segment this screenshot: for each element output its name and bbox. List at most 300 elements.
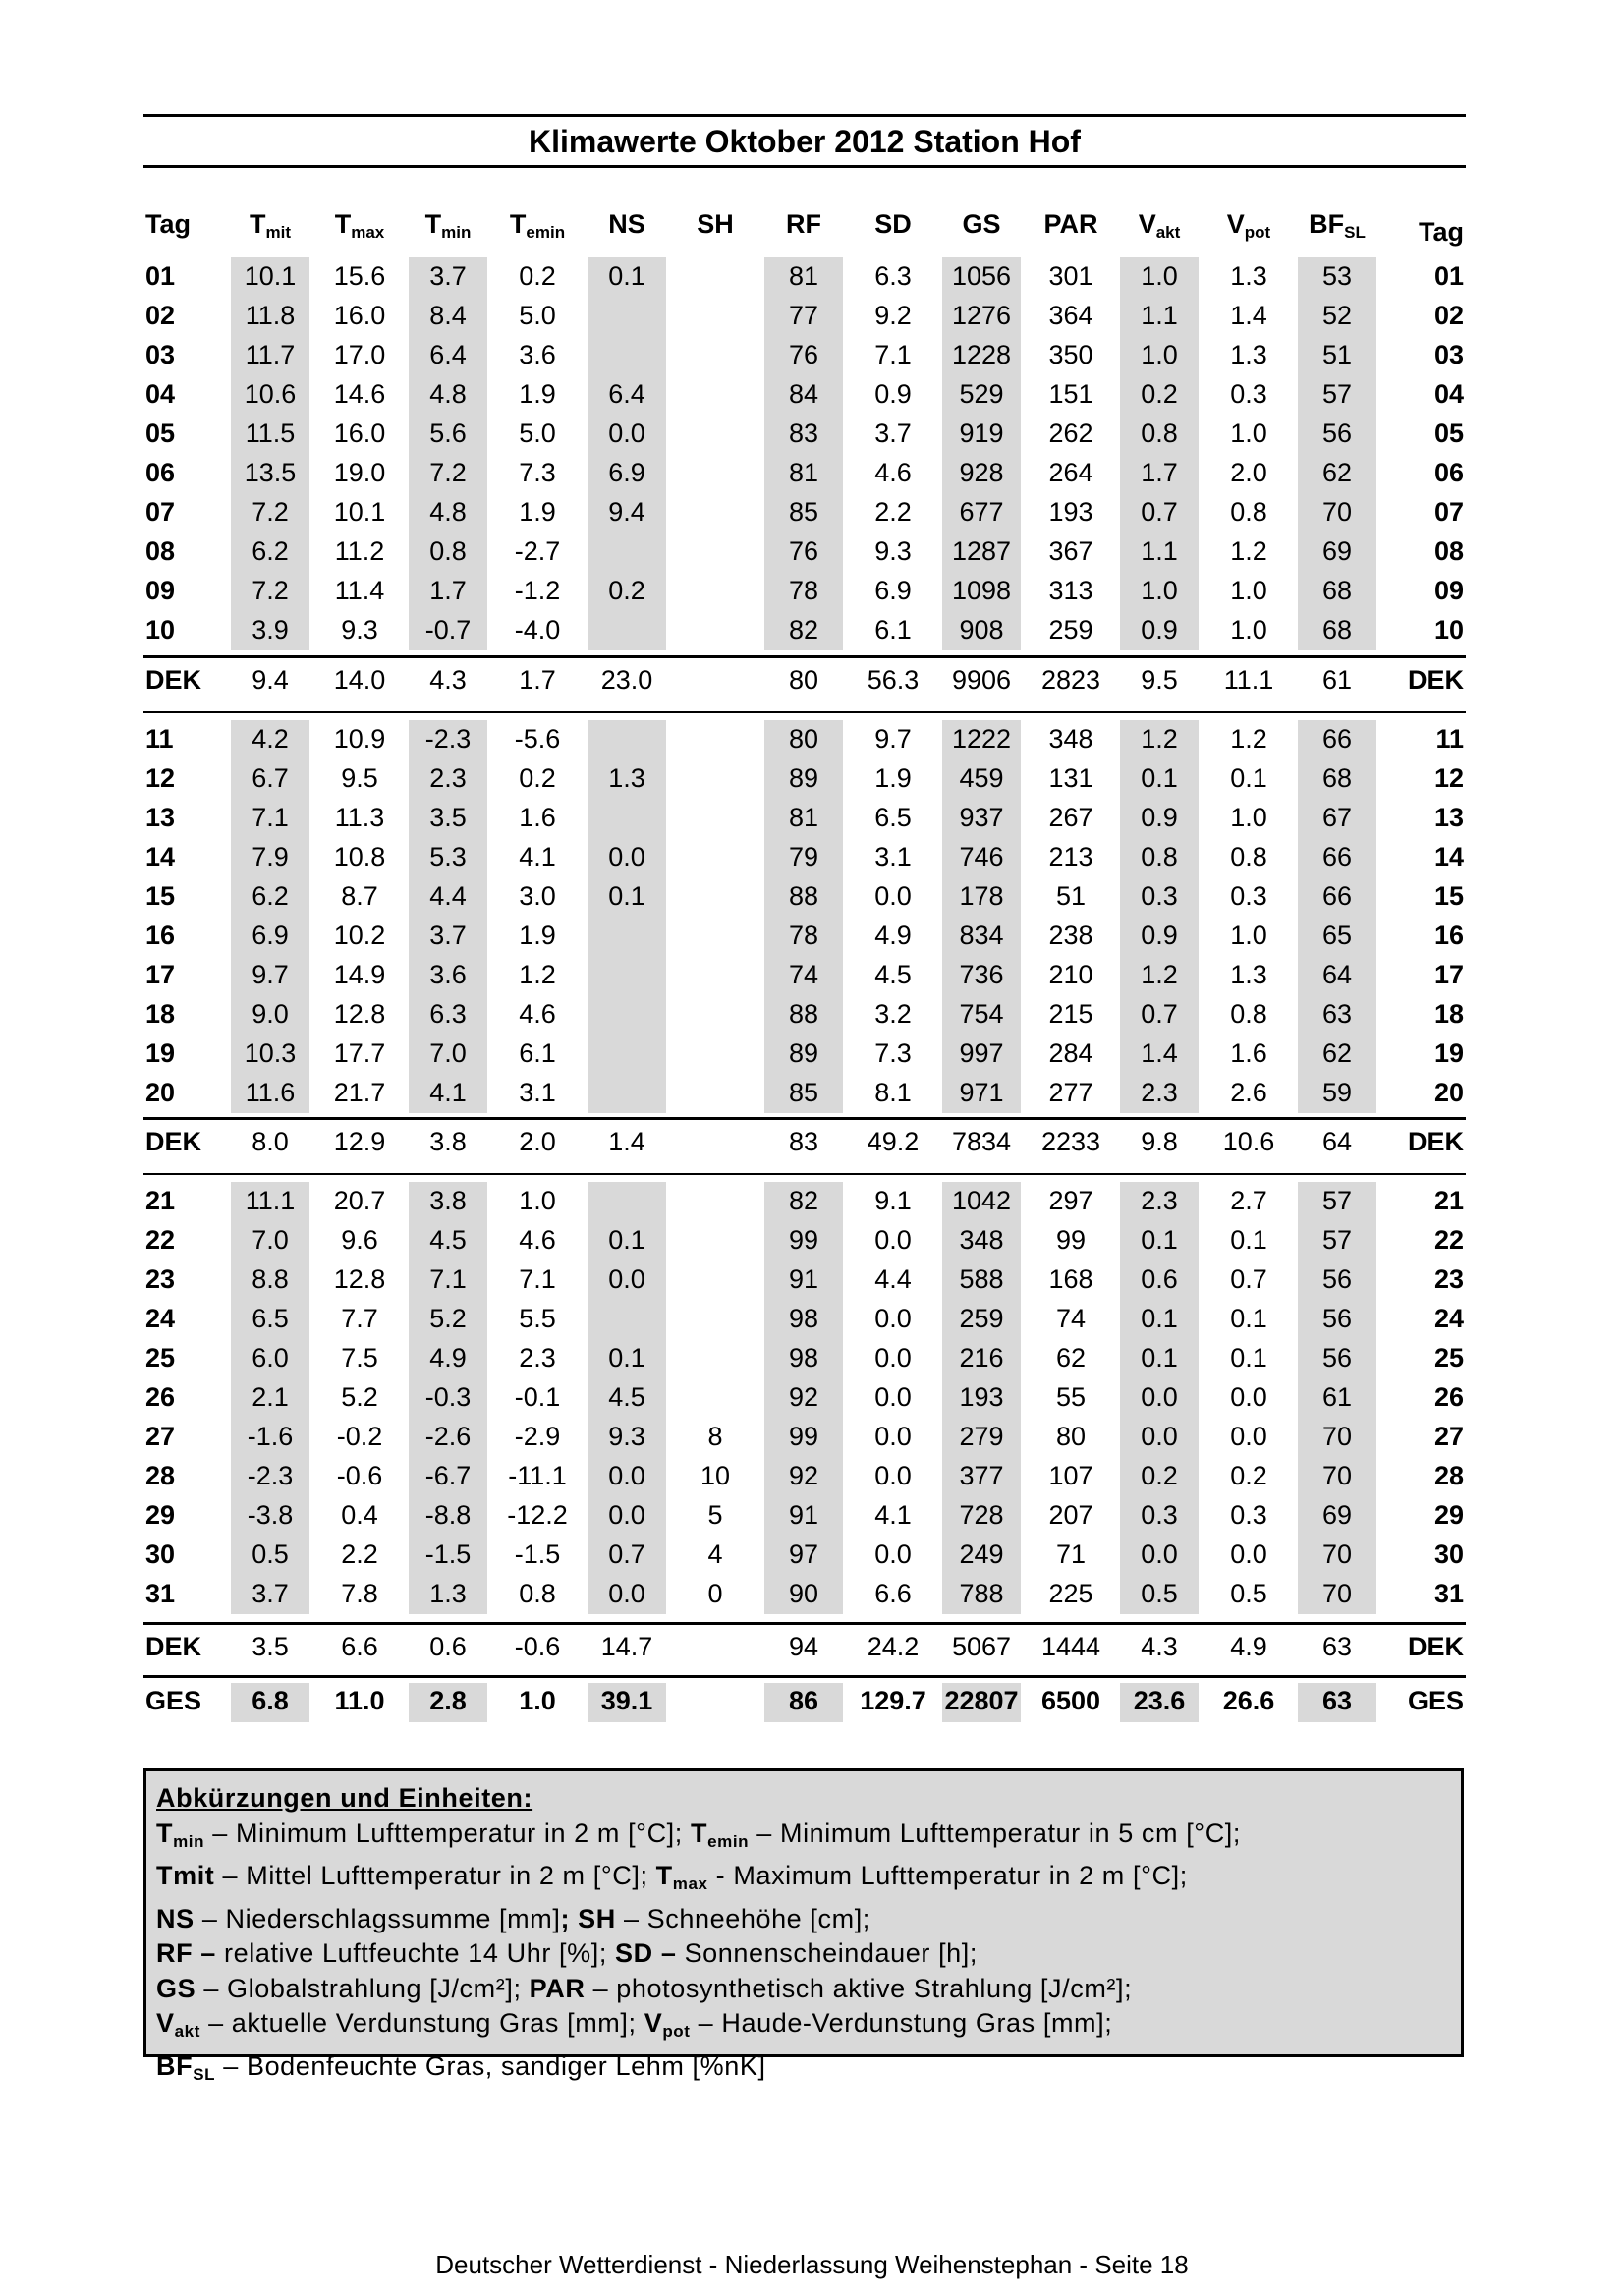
- table-cell: 99: [788, 1422, 819, 1451]
- table-cell: -0.6: [336, 1461, 383, 1490]
- table-cell: 1.0: [1230, 576, 1267, 605]
- day-label: 04: [145, 379, 176, 409]
- table-cell: 66: [1321, 724, 1353, 754]
- table-cell: 0.9: [874, 379, 912, 409]
- table-cell: 78: [788, 921, 819, 950]
- table-cell: 0.0: [874, 1225, 912, 1255]
- table-cell: 68: [1321, 615, 1353, 644]
- table-cell: 1.4: [1230, 301, 1267, 330]
- column-header: $T_{max}$: [334, 209, 385, 242]
- table-cell: 6.9: [252, 921, 289, 950]
- table-cell: 69: [1321, 536, 1353, 566]
- table-cell: 9.7: [874, 724, 912, 754]
- table-cell: 788: [959, 1579, 1004, 1608]
- table-cell: 1.1: [1141, 536, 1178, 566]
- table-cell: 0: [707, 1579, 723, 1608]
- dek-cell: 9906: [951, 665, 1012, 695]
- table-cell: 0.0: [1230, 1540, 1267, 1569]
- table-cell: 225: [1048, 1579, 1093, 1608]
- dek-cell: 14.7: [600, 1632, 653, 1661]
- day-label: 28: [1433, 1461, 1464, 1490]
- table-cell: 279: [959, 1422, 1004, 1451]
- dek-cell: 4.9: [1230, 1632, 1267, 1661]
- table-cell: 0.1: [1141, 1225, 1178, 1255]
- dek-cell: 7834: [951, 1127, 1012, 1156]
- table-cell: 4.1: [519, 842, 556, 871]
- table-cell: 3.7: [429, 261, 467, 291]
- table-cell: 7.1: [874, 340, 912, 369]
- table-cell: 210: [1048, 960, 1093, 989]
- table-cell: 10.6: [244, 379, 297, 409]
- table-cell: 3.9: [252, 615, 289, 644]
- table-cell: 3.7: [429, 921, 467, 950]
- table-cell: 6.4: [429, 340, 467, 369]
- table-cell: 88: [788, 999, 819, 1029]
- table-cell: 2.3: [1141, 1186, 1178, 1215]
- day-label: 24: [1433, 1304, 1464, 1333]
- table-cell: 0.0: [874, 1304, 912, 1333]
- table-cell: 11.4: [334, 576, 385, 605]
- table-cell: 0.3: [1230, 1500, 1267, 1530]
- table-cell: 1.0: [519, 1186, 556, 1215]
- dek-cell: 3.8: [429, 1127, 467, 1156]
- table-cell: 908: [959, 615, 1004, 644]
- table-cell: 53: [1321, 261, 1353, 291]
- dek-label: DEK: [145, 1127, 202, 1156]
- table-cell: 1.0: [1230, 419, 1267, 448]
- table-cell: 2.3: [519, 1343, 556, 1372]
- table-cell: 10.3: [244, 1038, 297, 1068]
- table-cell: 5.2: [341, 1382, 378, 1412]
- table-cell: 5.5: [519, 1304, 556, 1333]
- dek-cell: -0.6: [514, 1632, 561, 1661]
- table-cell: 350: [1048, 340, 1093, 369]
- table-cell: 2.3: [429, 763, 467, 793]
- table-cell: 85: [788, 1078, 819, 1107]
- legend-line-2: Tmit – Mittel Lufttemperatur in 2 m [°C]; $T_{max}$ - Maximum Lufttemperatur in 2 m [°C];: [156, 1861, 1188, 1893]
- table-cell: 677: [959, 497, 1004, 527]
- table-cell: 8.4: [429, 301, 467, 330]
- table-cell: 9.0: [252, 999, 289, 1029]
- table-cell: 7.0: [252, 1225, 289, 1255]
- table-cell: 364: [1048, 301, 1093, 330]
- legend-line-4: RF – relative Luftfeuchte 14 Uhr [%]; SD – Sonnenscheindauer [h];: [156, 1938, 978, 1968]
- table-cell: 0.0: [874, 881, 912, 911]
- table-cell: 10.1: [333, 497, 386, 527]
- table-cell: -2.3: [247, 1461, 294, 1490]
- table-cell: 51: [1321, 340, 1353, 369]
- table-cell: 3.0: [519, 881, 556, 911]
- day-label: 02: [1433, 301, 1464, 330]
- table-cell: 249: [959, 1540, 1004, 1569]
- table-cell: 1.4: [1141, 1038, 1178, 1068]
- table-cell: 1098: [951, 576, 1012, 605]
- day-label: 12: [1433, 763, 1464, 793]
- table-cell: 57: [1321, 379, 1353, 409]
- table-cell: 11.6: [245, 1078, 296, 1107]
- table-cell: 11.3: [334, 803, 385, 832]
- dek-label: DEK: [1407, 1127, 1464, 1156]
- table-cell: 62: [1055, 1343, 1087, 1372]
- table-cell: 98: [788, 1343, 819, 1372]
- day-label: 09: [145, 576, 176, 605]
- table-cell: 213: [1048, 842, 1093, 871]
- table-cell: 367: [1048, 536, 1093, 566]
- table-cell: 6.5: [874, 803, 912, 832]
- total-cell: 6.8: [252, 1686, 289, 1715]
- table-cell: 1.2: [1230, 536, 1267, 566]
- day-label: 03: [1433, 340, 1464, 369]
- column-header: $BF_{SL}$: [1309, 209, 1366, 242]
- table-cell: 0.0: [1141, 1422, 1178, 1451]
- table-cell: 0.8: [429, 536, 467, 566]
- table-cell: -1.6: [247, 1422, 294, 1451]
- table-cell: 4.8: [429, 497, 467, 527]
- table-cell: 0.1: [608, 881, 645, 911]
- column-header: $V_{pot}$: [1226, 209, 1271, 242]
- day-label: 13: [1433, 803, 1464, 832]
- table-cell: 99: [788, 1225, 819, 1255]
- table-cell: 1.0: [1230, 921, 1267, 950]
- table-cell: 0.8: [1230, 497, 1267, 527]
- header-tag-left: Tag: [145, 209, 191, 239]
- table-cell: 1.0: [1141, 340, 1178, 369]
- day-label: 14: [145, 842, 176, 871]
- table-cell: 12.8: [333, 999, 386, 1029]
- table-cell: 8.8: [252, 1264, 289, 1294]
- table-cell: 6.6: [874, 1579, 912, 1608]
- table-cell: 7.7: [341, 1304, 378, 1333]
- day-label: 22: [145, 1225, 176, 1255]
- table-cell: 0.0: [608, 1579, 645, 1608]
- table-cell: 97: [788, 1540, 819, 1569]
- table-cell: 1.7: [1141, 458, 1178, 487]
- dek-cell: 61: [1321, 665, 1353, 695]
- table-cell: 11.2: [334, 536, 385, 566]
- page-title: Klimawerte Oktober 2012 Station Hof: [529, 124, 1081, 159]
- table-cell: 746: [959, 842, 1004, 871]
- total-label: GES: [1407, 1686, 1464, 1715]
- table-cell: 99: [1055, 1225, 1087, 1255]
- table-cell: 7.9: [252, 842, 289, 871]
- table-cell: 64: [1321, 960, 1353, 989]
- table-cell: 0.1: [1141, 1304, 1178, 1333]
- table-cell: 4.2: [252, 724, 289, 754]
- table-cell: -0.7: [424, 615, 472, 644]
- table-cell: -4.0: [514, 615, 561, 644]
- table-cell: 0.3: [1141, 881, 1178, 911]
- table-cell: 79: [788, 842, 819, 871]
- table-cell: 0.0: [1141, 1540, 1178, 1569]
- dek-cell: 83: [788, 1127, 819, 1156]
- table-cell: 0.0: [1230, 1422, 1267, 1451]
- table-cell: 0.5: [1230, 1579, 1267, 1608]
- table-cell: 68: [1321, 763, 1353, 793]
- legend-line-1: $T_{min}$ – Minimum Lufttemperatur in 2 m [°C]; $T_{emin}$ – Minimum Lufttemperatur in 5 cm [°C];: [156, 1818, 1241, 1851]
- table-cell: 8.1: [874, 1078, 912, 1107]
- table-cell: 82: [788, 1186, 819, 1215]
- dek-cell: 12.9: [333, 1127, 386, 1156]
- table-cell: 7.2: [429, 458, 467, 487]
- table-cell: 1287: [951, 536, 1012, 566]
- table-cell: 348: [959, 1225, 1004, 1255]
- table-cell: 0.0: [874, 1382, 912, 1412]
- table-cell: 3.6: [429, 960, 467, 989]
- table-cell: 71: [1055, 1540, 1087, 1569]
- table-cell: 3.2: [874, 999, 912, 1029]
- table-cell: 11.1: [245, 1186, 296, 1215]
- table-cell: 1042: [951, 1186, 1012, 1215]
- day-label: 01: [1433, 261, 1464, 291]
- table-cell: 1.0: [1141, 261, 1178, 291]
- table-cell: 76: [788, 340, 819, 369]
- dek-cell: 10.6: [1222, 1127, 1275, 1156]
- table-cell: 2.2: [341, 1540, 378, 1569]
- table-cell: 215: [1048, 999, 1093, 1029]
- table-cell: -8.8: [424, 1500, 472, 1530]
- table-cell: 0.0: [608, 1264, 645, 1294]
- table-cell: 2.6: [1230, 1078, 1267, 1107]
- table-cell: 4: [707, 1540, 723, 1569]
- table-cell: 57: [1321, 1225, 1353, 1255]
- table-cell: -1.5: [424, 1540, 472, 1569]
- table-cell: 4.1: [429, 1078, 467, 1107]
- table-cell: 3.1: [874, 842, 912, 871]
- table-cell: 81: [788, 803, 819, 832]
- table-cell: 92: [788, 1382, 819, 1412]
- table-cell: 11.8: [245, 301, 296, 330]
- table-cell: 0.4: [341, 1500, 378, 1530]
- table-cell: 90: [788, 1579, 819, 1608]
- day-label: 04: [1433, 379, 1464, 409]
- table-cell: 0.2: [519, 763, 556, 793]
- table-cell: 17.0: [333, 340, 386, 369]
- day-label: 21: [1433, 1186, 1464, 1215]
- table-rule: [143, 655, 1466, 658]
- dek-cell: 2823: [1040, 665, 1101, 695]
- table-cell: -3.8: [247, 1500, 294, 1530]
- table-cell: -2.9: [514, 1422, 561, 1451]
- table-cell: 19.0: [333, 458, 386, 487]
- column-header: SD: [874, 209, 912, 239]
- table-cell: 7.2: [252, 576, 289, 605]
- table-cell: 70: [1321, 1422, 1353, 1451]
- table-cell: 1.2: [1141, 724, 1178, 754]
- day-label: 24: [145, 1304, 176, 1333]
- table-cell: 6.3: [874, 261, 912, 291]
- day-label: 13: [145, 803, 176, 832]
- table-cell: 67: [1321, 803, 1353, 832]
- column-header: $T_{emin}$: [509, 209, 566, 242]
- table-cell: 1.6: [1230, 1038, 1267, 1068]
- table-cell: 971: [959, 1078, 1004, 1107]
- table-cell: 9.6: [341, 1225, 378, 1255]
- table-rule: [143, 711, 1466, 713]
- table-cell: 6.4: [608, 379, 645, 409]
- table-cell: 81: [788, 261, 819, 291]
- day-label: 11: [145, 724, 174, 754]
- table-cell: 6.1: [519, 1038, 556, 1068]
- table-cell: 937: [959, 803, 1004, 832]
- table-cell: 5.3: [429, 842, 467, 871]
- table-cell: -12.2: [507, 1500, 568, 1530]
- table-cell: 56: [1321, 1304, 1353, 1333]
- total-cell: 1.0: [519, 1686, 556, 1715]
- table-cell: 2.3: [1141, 1078, 1178, 1107]
- table-cell: 4.5: [608, 1382, 645, 1412]
- table-cell: 51: [1055, 881, 1087, 911]
- day-label: 08: [1433, 536, 1464, 566]
- table-cell: 4.9: [874, 921, 912, 950]
- day-label: 27: [1433, 1422, 1464, 1451]
- table-cell: 89: [788, 763, 819, 793]
- legend-box: [143, 1768, 1464, 2084]
- table-cell: 0.2: [1230, 1461, 1267, 1490]
- table-cell: 4.8: [429, 379, 467, 409]
- table-cell: 4.4: [874, 1264, 912, 1294]
- table-cell: 10: [700, 1461, 731, 1490]
- table-cell: 1.7: [429, 576, 467, 605]
- table-cell: 1222: [951, 724, 1012, 754]
- table-cell: 0.7: [1230, 1264, 1267, 1294]
- table-cell: 1.3: [608, 763, 645, 793]
- total-cell: 63: [1321, 1686, 1353, 1715]
- table-cell: 0.3: [1230, 881, 1267, 911]
- table-cell: 16.0: [333, 419, 386, 448]
- header-tag-right: Tag: [1419, 217, 1464, 247]
- table-cell: 56: [1321, 1343, 1353, 1372]
- table-cell: 70: [1321, 497, 1353, 527]
- table-cell: 13.5: [244, 458, 297, 487]
- dek-cell: 9.5: [1141, 665, 1178, 695]
- table-cell: 10.1: [244, 261, 297, 291]
- table-cell: 1.9: [519, 497, 556, 527]
- table-cell: 284: [1048, 1038, 1093, 1068]
- total-cell: 86: [788, 1686, 819, 1715]
- table-rule: [143, 1173, 1466, 1175]
- table-cell: 78: [788, 576, 819, 605]
- total-cell: 129.7: [860, 1686, 926, 1715]
- table-cell: 1.0: [1230, 615, 1267, 644]
- table-cell: 57: [1321, 1186, 1353, 1215]
- page-footer: Deutscher Wetterdienst - Niederlassung Weihenstephan - Seite 18: [435, 2250, 1189, 2279]
- table-cell: 1.0: [1141, 576, 1178, 605]
- dek-cell: 4.3: [429, 665, 467, 695]
- day-label: 15: [145, 881, 176, 911]
- table-cell: 66: [1321, 881, 1353, 911]
- table-cell: 3.7: [874, 419, 912, 448]
- table-cell: 0.8: [519, 1579, 556, 1608]
- table-cell: 65: [1321, 921, 1353, 950]
- table-cell: 1.0: [1230, 803, 1267, 832]
- table-cell: 207: [1048, 1500, 1093, 1530]
- table-cell: 7.0: [429, 1038, 467, 1068]
- dek-cell: 4.3: [1141, 1632, 1178, 1661]
- table-cell: 0.7: [1141, 999, 1178, 1029]
- table-cell: 4.6: [874, 458, 912, 487]
- table-cell: 0.3: [1141, 1500, 1178, 1530]
- table-cell: 9.2: [874, 301, 912, 330]
- table-cell: 4.1: [874, 1500, 912, 1530]
- table-cell: 928: [959, 458, 1004, 487]
- table-cell: 3.5: [429, 803, 467, 832]
- legend-line-5: GS – Globalstrahlung [J/cm²]; PAR – photosynthetisch aktive Strahlung [J/cm²];: [156, 1973, 1133, 2003]
- day-label: 25: [1433, 1343, 1464, 1372]
- table-cell: 0.9: [1141, 615, 1178, 644]
- table-cell: 98: [788, 1304, 819, 1333]
- table-cell: 0.2: [1141, 379, 1178, 409]
- table-cell: 8: [707, 1422, 723, 1451]
- column-header: $V_{akt}$: [1138, 209, 1181, 242]
- day-label: 10: [145, 615, 176, 644]
- legend-line-7: $BF_{SL}$ – Bodenfeuchte Gras, sandiger Lehm [%nK]: [156, 2050, 766, 2084]
- dek-label: DEK: [1407, 665, 1464, 695]
- column-header: $T_{mit}$: [250, 209, 291, 242]
- table-cell: 92: [788, 1461, 819, 1490]
- table-cell: -0.3: [424, 1382, 472, 1412]
- table-cell: 3.8: [429, 1186, 467, 1215]
- table-cell: 17.7: [333, 1038, 386, 1068]
- table-rule: [143, 1675, 1466, 1678]
- table-cell: 4.6: [519, 1225, 556, 1255]
- table-cell: -1.5: [514, 1540, 561, 1569]
- day-label: 23: [1433, 1264, 1464, 1294]
- table-cell: 1228: [951, 340, 1012, 369]
- table-cell: 6.7: [252, 763, 289, 793]
- dek-cell: 11.1: [1223, 665, 1274, 695]
- dek-cell: 23.0: [600, 665, 653, 695]
- dek-cell: 8.0: [252, 1127, 289, 1156]
- table-cell: 63: [1321, 999, 1353, 1029]
- table-cell: 89: [788, 1038, 819, 1068]
- table-cell: 83: [788, 419, 819, 448]
- table-cell: 0.8: [1230, 999, 1267, 1029]
- total-label: GES: [145, 1686, 202, 1715]
- dek-cell: 1.4: [608, 1127, 645, 1156]
- day-label: 25: [145, 1343, 176, 1372]
- table-cell: 76: [788, 536, 819, 566]
- table-cell: 62: [1321, 458, 1353, 487]
- table-cell: 77: [788, 301, 819, 330]
- table-cell: 0.0: [608, 419, 645, 448]
- table-cell: 588: [959, 1264, 1004, 1294]
- dek-label: DEK: [1407, 1632, 1464, 1661]
- day-label: 09: [1433, 576, 1464, 605]
- table-cell: 5.0: [519, 419, 556, 448]
- day-label: 27: [145, 1422, 176, 1451]
- table-cell: 59: [1321, 1078, 1353, 1107]
- day-label: 12: [145, 763, 176, 793]
- table-rule: [143, 1622, 1466, 1625]
- day-label: 18: [1433, 999, 1464, 1029]
- table-cell: 12.8: [333, 1264, 386, 1294]
- table-cell: 0.9: [1141, 921, 1178, 950]
- table-cell: -0.1: [514, 1382, 561, 1412]
- table-cell: 81: [788, 458, 819, 487]
- table-cell: 313: [1048, 576, 1093, 605]
- table-cell: 0.8: [1141, 419, 1178, 448]
- table-cell: 91: [788, 1264, 819, 1294]
- day-label: 29: [145, 1500, 176, 1530]
- day-label: 23: [145, 1264, 176, 1294]
- table-cell: 267: [1048, 803, 1093, 832]
- table-cell: 7.2: [252, 497, 289, 527]
- table-cell: 0.0: [1230, 1382, 1267, 1412]
- dek-cell: 49.2: [867, 1127, 920, 1156]
- dek-cell: 2233: [1040, 1127, 1101, 1156]
- table-cell: 193: [959, 1382, 1004, 1412]
- table-cell: 2.2: [874, 497, 912, 527]
